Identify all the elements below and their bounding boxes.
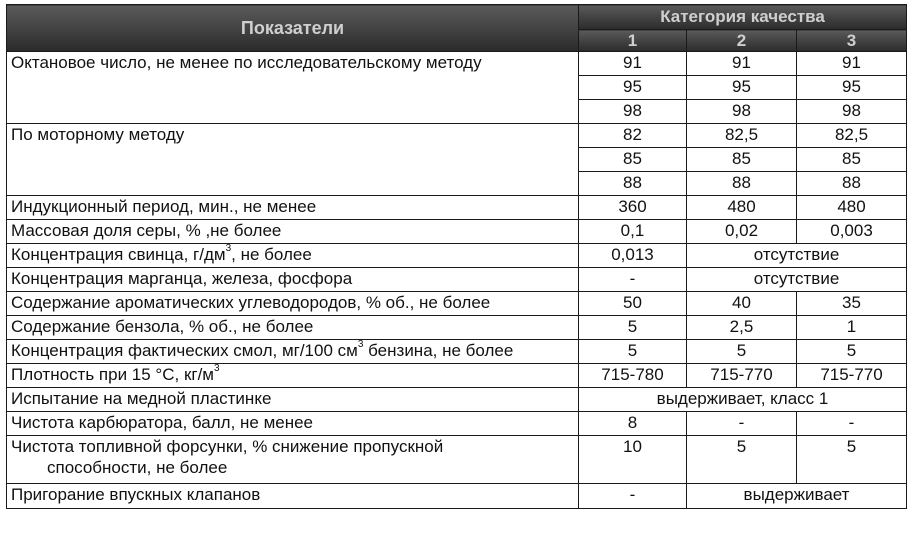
header-indicators: Показатели [7, 5, 579, 52]
table-row [7, 364, 907, 388]
table-cell: отсутствие [687, 268, 907, 292]
row-label-carburetor: Чистота карбюратора, балл, не менее [7, 412, 579, 436]
row-label-gums [7, 340, 579, 364]
table-cell: 480 [797, 196, 907, 220]
header-category-2: 2 [687, 30, 797, 52]
table-cell: 88 [687, 172, 797, 196]
table-cell: 0,013 [579, 244, 687, 268]
table-cell: 85 [797, 148, 907, 172]
table-cell: 82,5 [687, 124, 797, 148]
table-cell: 480 [687, 196, 797, 220]
table-row [7, 412, 907, 436]
table-cell: 95 [579, 76, 687, 100]
table-cell: - [797, 412, 907, 436]
table-cell: 82,5 [797, 124, 907, 148]
table-row [7, 220, 907, 244]
table-cell: 95 [687, 76, 797, 100]
superscript: 3 [214, 363, 220, 374]
row-label-lead [7, 244, 579, 268]
table-cell: 0,1 [579, 220, 687, 244]
superscript: 3 [225, 243, 232, 254]
label-text: бензина, не более [363, 341, 514, 360]
header-category-1: 1 [579, 30, 687, 52]
table-cell: 40 [687, 292, 797, 316]
row-label-injector [7, 436, 579, 484]
table-row [7, 316, 907, 340]
row-label-manganese: Концентрация марганца, железа, фосфора [7, 268, 579, 292]
quality-table-container [6, 4, 906, 509]
row-label-valves: Пригорание впускных клапанов [7, 484, 579, 509]
table-cell: 8 [579, 412, 687, 436]
table-row [7, 244, 907, 268]
table-cell: 715-770 [797, 364, 907, 388]
row-label-induction: Индукционный период, мин., не менее [7, 196, 579, 220]
header-category-3: 3 [797, 30, 907, 52]
row-label-octane-motor: По моторному методу [7, 124, 579, 196]
label-text: , не более [231, 245, 312, 264]
table-cell: 98 [579, 100, 687, 124]
table-cell: выдерживает, класс 1 [579, 388, 907, 412]
table-cell: 1 [797, 316, 907, 340]
table-cell: 5 [687, 436, 797, 484]
table-row [7, 268, 907, 292]
label-text: Концентрация фактических смол, мг/100 см [11, 341, 358, 360]
table-cell: 91 [579, 52, 687, 76]
table-row [7, 124, 907, 148]
row-label-copper: Испытание на медной пластинке [7, 388, 579, 412]
table-cell: 715-770 [687, 364, 797, 388]
table-cell: 35 [797, 292, 907, 316]
table-cell: 88 [579, 172, 687, 196]
table-cell: - [579, 484, 687, 509]
table-cell: 10 [579, 436, 687, 484]
table-cell: 360 [579, 196, 687, 220]
table-cell: 5 [579, 340, 687, 364]
table-cell: 85 [579, 148, 687, 172]
table-cell: 98 [797, 100, 907, 124]
table-cell: 82 [579, 124, 687, 148]
table-cell: 95 [797, 76, 907, 100]
table-cell: выдерживает [687, 484, 907, 509]
table-cell: 88 [797, 172, 907, 196]
table-cell: 0,003 [797, 220, 907, 244]
table-cell: 5 [687, 340, 797, 364]
table-cell: отсутствие [687, 244, 907, 268]
table-cell: - [579, 268, 687, 292]
table-cell: 91 [687, 52, 797, 76]
table-cell: 98 [687, 100, 797, 124]
table-cell: 5 [797, 340, 907, 364]
table-cell: 85 [687, 148, 797, 172]
table-cell: 5 [579, 316, 687, 340]
row-label-sulfur: Массовая доля серы, % ,не более [7, 220, 579, 244]
table-row [7, 196, 907, 220]
table-row [7, 388, 907, 412]
label-text: Чистота топливной форсунки, % снижение пропускной [11, 437, 444, 456]
table-cell: 50 [579, 292, 687, 316]
table-cell: 91 [797, 52, 907, 76]
row-label-aromatics: Содержание ароматических углеводородов, % об., не более [7, 292, 579, 316]
row-label-octane-research: Октановое число, не менее по исследовательскому методу [7, 52, 579, 124]
table-row [7, 52, 907, 76]
label-text: Концентрация свинца, г/дм [11, 245, 226, 264]
header-quality-category: Категория качества [579, 5, 907, 30]
table-row [7, 436, 907, 484]
table-row [7, 292, 907, 316]
superscript: 3 [357, 339, 364, 350]
label-text: Плотность при 15 °С, кг/м [11, 365, 214, 384]
row-label-benzene: Содержание бензола, % об., не более [7, 316, 579, 340]
table-cell: 2,5 [687, 316, 797, 340]
table-row [7, 484, 907, 509]
table-cell: 715-780 [579, 364, 687, 388]
label-text: способности, не более [47, 458, 228, 477]
fuel-quality-table [6, 4, 907, 509]
row-label-density [7, 364, 579, 388]
table-cell: - [687, 412, 797, 436]
table-cell: 5 [797, 436, 907, 484]
table-row [7, 340, 907, 364]
table-cell: 0,02 [687, 220, 797, 244]
